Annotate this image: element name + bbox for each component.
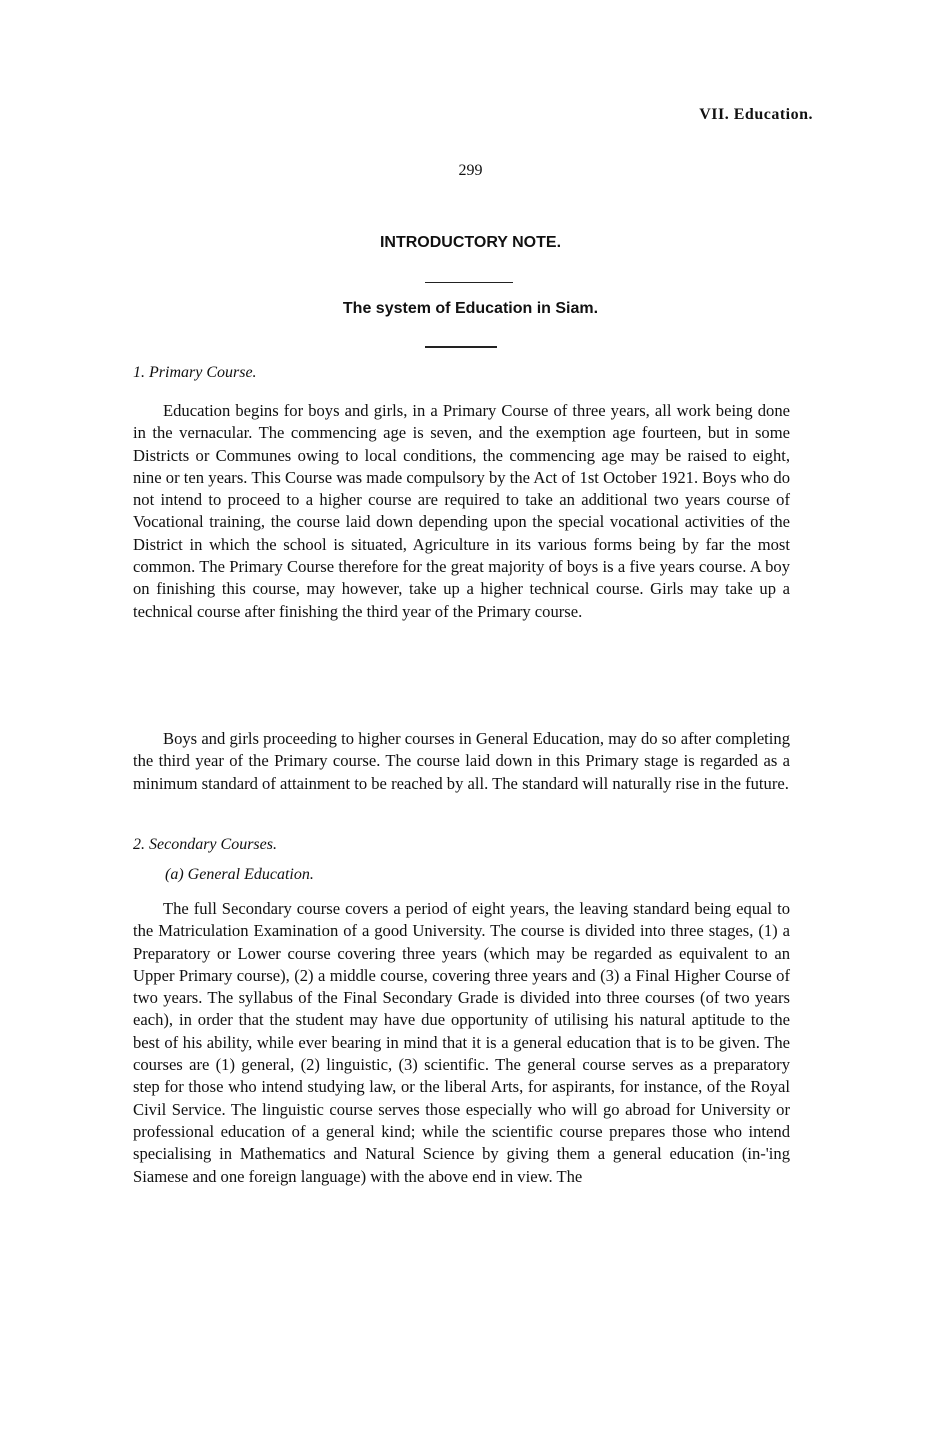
running-head: VII. Education. — [699, 106, 813, 123]
page-subtitle: The system of Education in Siam. — [342, 300, 599, 317]
paragraph-higher-courses: Boys and girls proceeding to higher courses in General Education, may do so after completing the third year of the Primary course. The course laid down in this Primary stage is regarded as a minimum standard of attainment to be reached by all. The standard will naturally rise in the future. — [133, 729, 790, 793]
subtitle-divider — [425, 346, 497, 348]
page-title: INTRODUCTORY NOTE. — [379, 234, 562, 251]
subsection-heading-general-education: (a) General Education. — [165, 866, 314, 883]
paragraph-secondary-course: The full Secondary course covers a period of eight years, the leaving standard being equal to the Matriculation Examination of a good University. The course is divided into three stages, (1) a Preparatory or Lower course covering three years (which may be regarded as equivalent to an Upper Primary course), (2) a middle course, covering three years and (3) a Final Higher Course of two years. The syllabus of the Final Secondary Grade is divided into three courses (of two years each), in order that the student may have due opportunity of utilising his natural aptitude to the best of his ability, while ever bearing in mind that it is a general education that is to be given. The courses are (1) general, (2) linguistic, (3) scientific. The general course serves as a preparatory step for those who intend studying law, or the liberal Arts, for aspirants, for instance, of the Royal Civil Service. The linguistic course serves those especially who will go abroad for University or professional education of a general kind; while the scientific course prepares those who intend specialising in Mathematics and Natural Science by giving them a general education (in-'ing Siamese and one foreign language) with the above end in view. The — [133, 899, 790, 1186]
title-divider — [425, 282, 513, 283]
section-heading-secondary: 2. Secondary Courses. — [133, 836, 277, 853]
page-number: 299 — [458, 162, 483, 179]
section-heading-primary: 1. Primary Course. — [133, 364, 257, 381]
paragraph-primary-course: Education begins for boys and girls, in a Primary Course of three years, all work being done in the vernacular. The commencing age is seven, and the exemption age fourteen, but in some Districts or Communes owing to local conditions, the commencing age may be raised to eight, nine or ten years. This Course was made compulsory by the Act of 1st October 1921. Boys who do not intend to proceed to a higher course are required to take an additional two years course of Vocational training, the course laid down depending upon the special vocational activities of the District in which the school is situated, Agriculture in its various forms being by far the most common. The Primary Course therefore for the great majority of boys is a five years course. A boy on finishing this course, may however, take up a higher technical course. Girls may take up a technical course after finishing the third year of the Primary course. — [133, 401, 790, 621]
